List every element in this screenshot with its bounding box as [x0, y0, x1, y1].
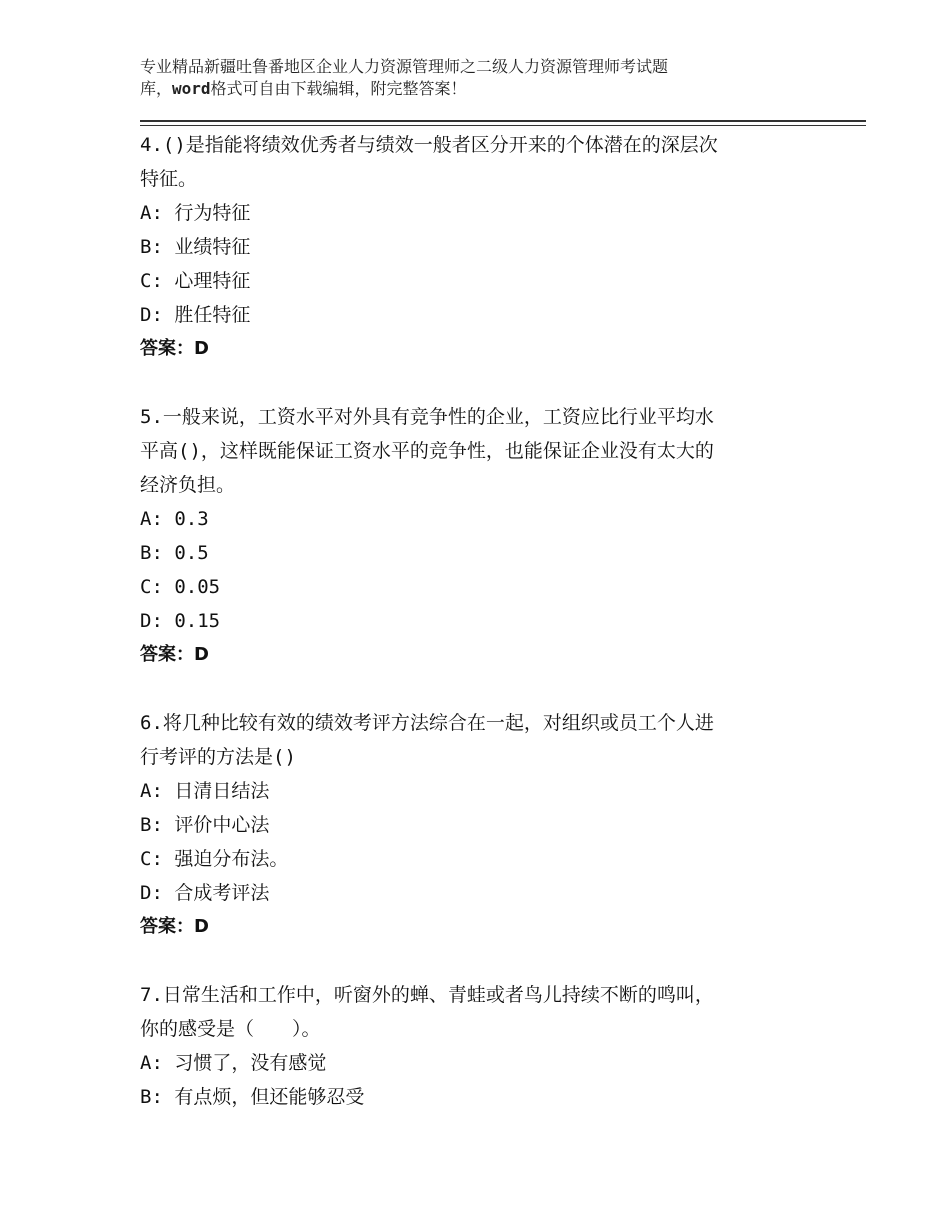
question-4-stem-line-1: 4.()是指能将绩效优秀者与绩效一般者区分开来的个体潜在的深层次: [140, 134, 718, 156]
header-line-2-suffix: 格式可自由下载编辑，附完整答案！: [210, 79, 467, 98]
question-5-stem-line-3: 经济负担。: [140, 474, 236, 496]
question-4-option-d: D: 胜任特征: [140, 304, 251, 326]
question-6-stem-line-2: 行考评的方法是(): [140, 746, 296, 768]
question-5-stem-line-2: 平高()，这样既能保证工资水平的竞争性，也能保证企业没有太大的: [140, 440, 714, 462]
question-5-option-c: C: 0.05: [140, 576, 221, 598]
question-4-stem-line-2: 特征。: [140, 168, 198, 190]
question-4-answer: 答案：D: [140, 338, 209, 359]
question-5-option-a: A: 0.3: [140, 508, 209, 530]
header-line-1: 专业精品新疆吐鲁番地区企业人力资源管理师之二级人力资源管理师考试题: [140, 57, 669, 76]
question-5-option-d: D: 0.15: [140, 610, 221, 632]
question-4-option-c: C: 心理特征: [140, 270, 251, 292]
question-5-option-b: B: 0.5: [140, 542, 209, 564]
header-line-2: [140, 78, 860, 100]
question-6-option-c: C: 强迫分布法。: [140, 848, 289, 870]
header-line-2-word: word: [172, 79, 211, 98]
header-line-2-prefix: 库，: [140, 79, 173, 98]
question-6-answer: 答案：D: [140, 916, 209, 937]
question-4: [140, 128, 840, 366]
question-list: [140, 128, 840, 1114]
question-6-option-a: A: 日清日结法: [140, 780, 270, 802]
question-6-stem-line-1: 6.将几种比较有效的绩效考评方法综合在一起，对组织或员工个人进: [140, 712, 714, 734]
question-7: [140, 978, 840, 1114]
question-7-option-b: B: 有点烦，但还能够忍受: [140, 1086, 365, 1108]
header-divider-thin: [140, 125, 866, 126]
question-5-stem-line-1: 5.一般来说，工资水平对外具有竞争性的企业，工资应比行业平均水: [140, 406, 714, 428]
question-4-option-a: A: 行为特征: [140, 202, 251, 224]
question-5: [140, 400, 840, 672]
question-5-answer: 答案：D: [140, 644, 209, 665]
question-6: [140, 706, 840, 944]
question-6-option-b: B: 评价中心法: [140, 814, 270, 836]
question-7-option-a: A: 习惯了，没有感觉: [140, 1052, 327, 1074]
question-4-option-b: B: 业绩特征: [140, 236, 251, 258]
header-divider-thick: [140, 120, 866, 122]
document-header: [140, 56, 860, 100]
question-spacer: [140, 944, 840, 978]
question-spacer: [140, 672, 840, 706]
question-spacer: [140, 366, 840, 400]
question-6-option-d: D: 合成考评法: [140, 882, 270, 904]
question-7-stem-line-2: 你的感受是（ ）。: [140, 1018, 321, 1040]
question-7-stem-line-1: 7.日常生活和工作中，听窗外的蝉、青蛙或者鸟儿持续不断的鸣叫，: [140, 984, 714, 1006]
